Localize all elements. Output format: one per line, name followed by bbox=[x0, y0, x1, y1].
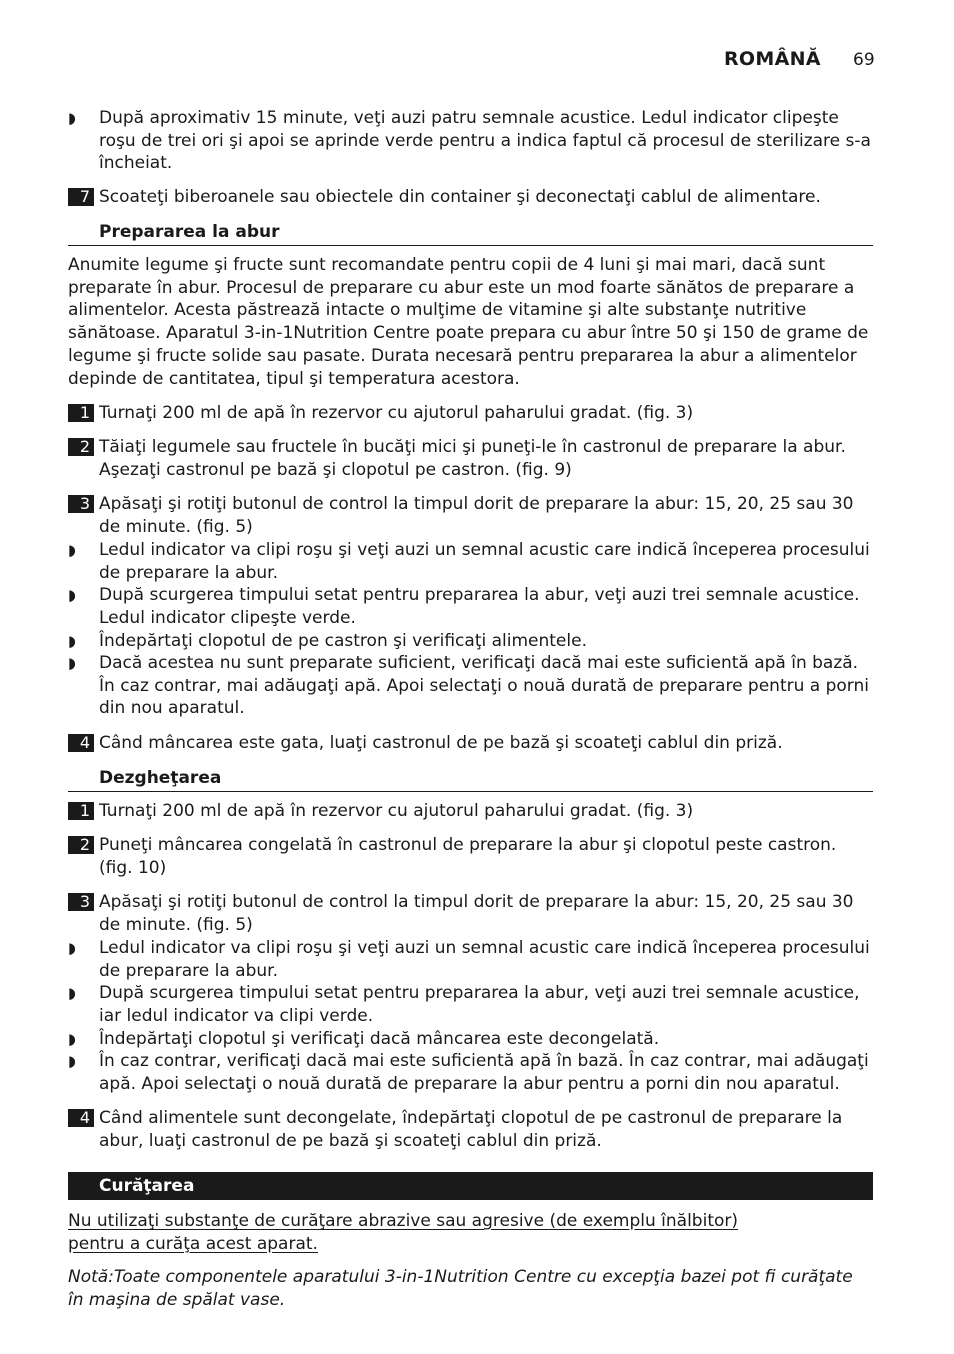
bullet-item: ◗ Îndepărtaţi clopotul şi verificaţi dacă mâncarea este decongelată. bbox=[68, 1028, 873, 1051]
step-item: 4 Când alimentele sunt decongelate, îndepărtaţi clopotul de pe castronul de preparare la abur, luaţi castronul de pe bază şi scoateţi cablul din priză. bbox=[68, 1107, 873, 1152]
bullet-icon bbox=[68, 630, 80, 653]
step-item: 4 Când mâncarea este gata, luaţi castronul de pe bază şi scoateţi cablul din priză. bbox=[68, 732, 873, 755]
bullet-icon bbox=[68, 652, 80, 675]
bullet-icon bbox=[68, 107, 80, 130]
bullet-icon bbox=[68, 539, 80, 562]
step-number: 4 bbox=[68, 734, 94, 752]
section-title-defrosting: Dezgheţarea bbox=[68, 768, 873, 792]
bullet-item: ◗ După scurgerea timpului setat pentru prepararea la abur, veţi auzi trei semnale acustice. Ledul indicator clipeşte verde. bbox=[68, 584, 873, 629]
step-item: 1 Turnaţi 200 ml de apă în rezervor cu ajutorul paharului gradat. (fig. 3) bbox=[68, 800, 873, 823]
step-number: 4 bbox=[68, 1109, 94, 1127]
step-item: 1 Turnaţi 200 ml de apă în rezervor cu ajutorul paharului gradat. (fig. 3) bbox=[68, 402, 873, 425]
bullet-icon bbox=[68, 1050, 80, 1073]
bullet-icon bbox=[68, 982, 80, 1005]
bullet-item: ◗ Îndepărtaţi clopotul de pe castron şi verificaţi alimentele. bbox=[68, 630, 873, 653]
section-title-cleaning: Curăţarea bbox=[68, 1172, 873, 1200]
step-item: 2 Tăiaţi legumele sau fructele în bucăţi mici şi puneţi-le în castronul de preparare la abur. Aşezaţi castronul pe bază şi clopotul pe castron. (fig. 9) bbox=[68, 436, 873, 481]
steaming-intro: Anumite legume şi fructe sunt recomandate pentru copii de 4 luni şi mai mari, dacă sunt preparate în abur. Procesul de preparare cu abur este un mod foarte sănătos de preparare a alimentelor. Acesta păstrează intacte o mulţime de vitamine şi alte substanţe nutritive sănătoase. Aparatul 3-in-1Nutrition Centre poate prepara cu abur între 50 şi 150 de grame de legume şi fructe solide sau pasate. Durata necesară pentru prepararea la abur a alimentelor depinde de cantitatea, tipul şi temperatura acestora. bbox=[68, 255, 869, 389]
cleaning-note: Notă:Toate componentele aparatului 3-in-1Nutrition Centre cu excepţia bazei pot fi curăţate în maşina de spălat vase. bbox=[68, 1267, 853, 1310]
step-number: 1 bbox=[68, 802, 94, 820]
bullet-item: ◗ După aproximativ 15 minute, veţi auzi patru semnale acustice. Ledul indicator clipeşte roşu de trei ori şi apoi se aprinde verde pentru a indica faptul că procesul de sterilizare s-a încheiat. bbox=[68, 107, 873, 175]
step-item: 3 Apăsaţi şi rotiţi butonul de control la timpul dorit de preparare la abur: 15, 20, 25 sau 30 de minute. (fig. 5) bbox=[68, 891, 873, 936]
bullet-item: ◗ După scurgerea timpului setat pentru prepararea la abur, veţi auzi trei semnale acustice, iar ledul indicator va clipi verde. bbox=[68, 982, 873, 1027]
header-language: ROMÂNĂ bbox=[724, 48, 821, 70]
bullet-icon bbox=[68, 1028, 80, 1051]
step-number: 1 bbox=[68, 404, 94, 422]
step-item: 7 Scoateţi biberoanele sau obiectele din container şi deconectaţi cablul de alimentare. bbox=[68, 186, 873, 209]
step-item: 3 Apăsaţi şi rotiţi butonul de control la timpul dorit de preparare la abur: 15, 20, 25 sau 30 de minute. (fig. 5) bbox=[68, 493, 873, 538]
step-number: 3 bbox=[68, 495, 94, 513]
step-number: 3 bbox=[68, 893, 94, 911]
bullet-item: ◗ Ledul indicator va clipi roşu şi veţi auzi un semnal acustic care indică începerea procesului de preparare la abur. bbox=[68, 937, 873, 982]
bullet-item: ◗ Dacă acestea nu sunt preparate suficient, verificaţi dacă mai este suficientă apă în bază. În caz contrar, mai adăugaţi apă. Apoi selectaţi o nouă durată de preparare pentru a porni din nou aparatul. bbox=[68, 652, 873, 720]
step-item: 2 Puneţi mâncarea congelată în castronul de preparare la abur şi clopotul peste castron. (fig. 10) bbox=[68, 834, 873, 879]
bullet-item: ◗ În caz contrar, verificaţi dacă mai este suficientă apă în bază. În caz contrar, mai adăugaţi apă. Apoi selectaţi o nouă durată de preparare la abur pentru a porni din nou aparatul. bbox=[68, 1050, 873, 1095]
bullet-item: ◗ Ledul indicator va clipi roşu şi veţi auzi un semnal acustic care indică începerea procesului de preparare la abur. bbox=[68, 539, 873, 584]
page-number: 69 bbox=[853, 50, 875, 70]
bullet-icon bbox=[68, 584, 80, 607]
step-number: 7 bbox=[68, 188, 94, 206]
section-title-steaming: Prepararea la abur bbox=[68, 222, 873, 246]
step-number: 2 bbox=[68, 836, 94, 854]
bullet-icon bbox=[68, 937, 80, 960]
step-number: 2 bbox=[68, 438, 94, 456]
cleaning-warning: Nu utilizaţi substanţe de curăţare abrazive sau agresive (de exemplu înălbitor) pentru a curăţa acest aparat. bbox=[68, 1211, 739, 1254]
